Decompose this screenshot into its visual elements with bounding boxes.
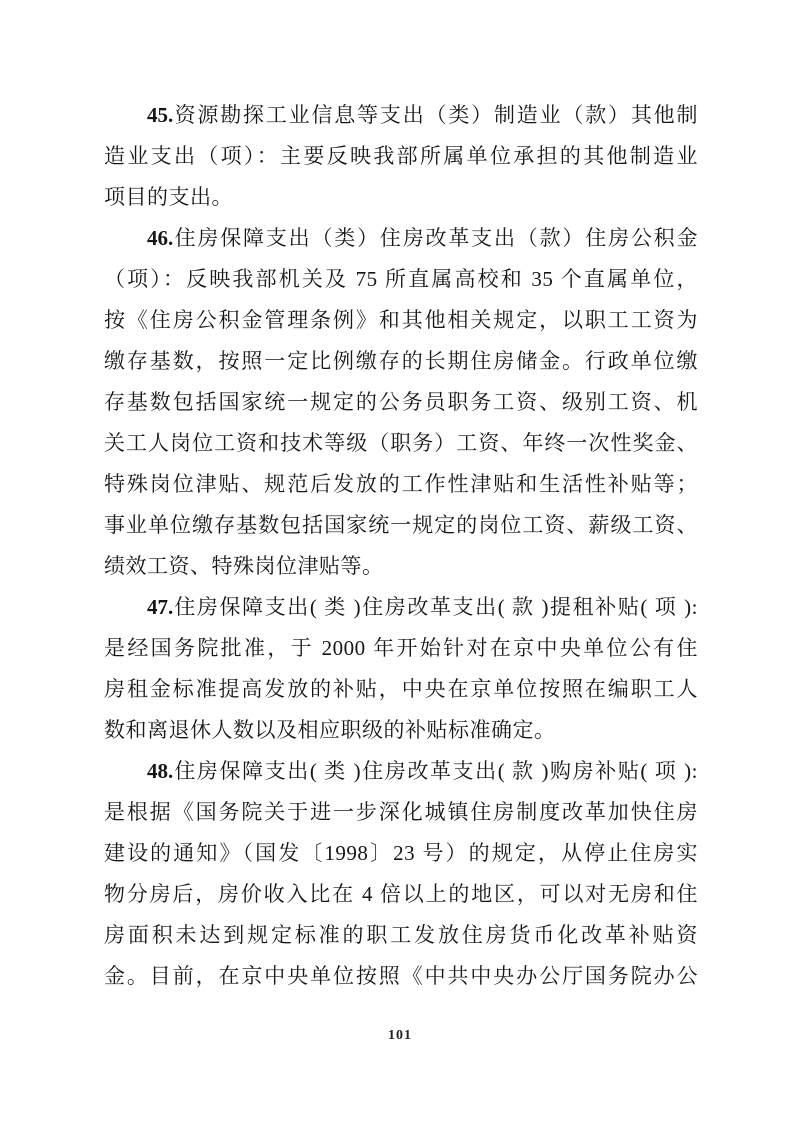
paragraph-number: 47.	[147, 595, 174, 619]
paragraph-number: 45.	[147, 103, 174, 127]
text-line: 数和离退休人数以及相应职级的补贴标准确定。	[104, 718, 556, 742]
text-line: 金。目前，在京中央单位按照《中共中央办公厅国务院办公	[104, 964, 698, 988]
text-line: 项目的支出。	[104, 185, 233, 209]
page-number: 101	[388, 1028, 412, 1043]
text-line: 按《住房公积金管理条例》和其他相关规定，以职工工资为	[104, 308, 698, 332]
text-line: 关工人岗位工资和技术等级（职务）工资、年终一次性奖金、	[104, 431, 698, 455]
paragraph-number: 48.	[147, 759, 174, 783]
text-line: 46.住房保障支出（类）住房改革支出（款）住房公积金	[147, 226, 698, 250]
text-line: 房面积未达到规定标准的职工发放住房货币化改革补贴资	[104, 923, 698, 947]
text-line: 45.资源勘探工业信息等支出（类）制造业（款）其他制	[147, 103, 698, 127]
text-line: 存基数包括国家统一规定的公务员职务工资、级别工资、机	[104, 390, 698, 414]
text-line: 是根据《国务院关于进一步深化城镇住房制度改革加快住房	[104, 800, 698, 824]
document-content	[104, 95, 698, 997]
text-line: 特殊岗位津贴、规范后发放的工作性津贴和生活性补贴等；	[104, 472, 698, 496]
text-line: 物分房后，房价收入比在 4 倍以上的地区，可以对无房和住	[104, 882, 698, 906]
text-line: 48.住房保障支出( 类 )住房改革支出( 款 )购房补贴( 项 ):	[147, 759, 698, 783]
text-line: 47.住房保障支出( 类 )住房改革支出( 款 )提租补贴( 项 ):	[147, 595, 698, 619]
paragraph-number: 46.	[147, 226, 174, 250]
text-line: 缴存基数，按照一定比例缴存的长期住房储金。行政单位缴	[104, 349, 698, 373]
text-line: 房租金标准提高发放的补贴，中央在京单位按照在编职工人	[104, 677, 698, 701]
text-line: 绩效工资、特殊岗位津贴等。	[104, 554, 384, 578]
text-line: 事业单位缴存基数包括国家统一规定的岗位工资、薪级工资、	[104, 513, 698, 537]
text-line: 是经国务院批准，于 2000 年开始针对在京中央单位公有住	[104, 636, 698, 660]
text-line: 造业支出（项）：主要反映我部所属单位承担的其他制造业	[104, 144, 698, 168]
text-line: （项）：反映我部机关及 75 所直属高校和 35 个直属单位，	[104, 267, 698, 291]
text-line: 建设的通知》（国发〔1998〕23 号）的规定，从停止住房实	[104, 841, 698, 865]
